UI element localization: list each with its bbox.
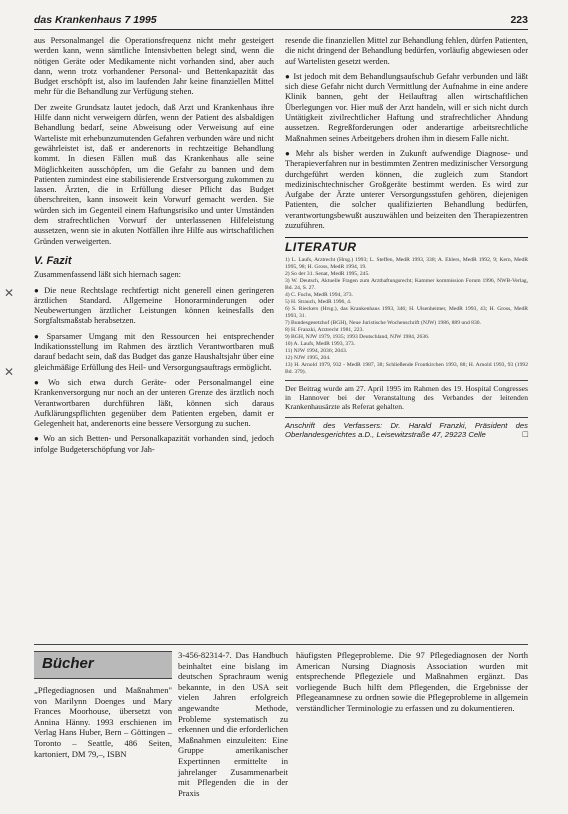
reference-item: 11) NJW 1994, 2036; 2043.: [285, 347, 348, 354]
author-address-text: Anschrift des Verfassers: Dr. Harald Franzki, Präsident des Oberlandesgerichtes a.D., Leisewitzstraße 47, 29223 Celle: [285, 420, 528, 440]
book-review-text: häufigsten Pflegeprobleme. Die 97 Pflegediagnosen der North American Nursing Diagnosis Association wurden mit entsprechende Pflegeziele und Maßnahmen ergänzt. Das vorliegende Buch hilft dem Pflegenden, die Ergebnisse der Pflegeanamnese zu ordnen sowie die Pflegeprobleme in allgemein verständlicher Terminologie zu erfassen und zu dokumentieren.: [296, 650, 528, 713]
bullet-item: ● Sparsamer Umgang mit den Ressourcen hei entsprechender Indikationsstellung im Rahmen des ärztlich Verantwortbaren muß darauf bedacht sein, daß das Budget das ganze Haushaltsjahr über eine gleichmäßige Erfüllung des Heil- und Versorgungsauftrags ermöglicht.: [34, 332, 274, 373]
bullet-item: ● Die neue Rechtslage rechtfertigt nicht generell einen geringeren ärztlichen Standard. Allgemeine Honorarminderungen oder Neubewertungen ärztlicher Leistungen können keinesfalls den Sorgfaltsmaßstab herabsetzen.: [34, 286, 274, 327]
paragraph: Der zweite Grundsatz lautet jedoch, daß Arzt und Krankenhaus ihre Hilfe dann nicht verweigern dürfen, wenn der Patient des alsbaldigen Behandlung bedarf, seine Abweisung oder Verweisung auf eine Warteliste mit erhebunzumutenden Gefahren verbunden wäre und nicht gewährleistet ist, daß er anderenorts in rechtzeitige Behandlung kommt. In diesen Fällen muß das Krankenhaus alle seine Möglichkeiten ausschöpfen, um die Gefahr zu bannen und dem Patienten zumindest eine stabilisierende Erstversorgung zukommen zu lassen. Ärzten, die in Erfüllung dieser Pflicht das Budget überschreiten, kann insoweit kein Vorwurf gemacht werden. Sie würden sich im Gegenteil einem Haftungsrisiko und unter Umständen dem strafrechtlichen Vorwurf der unterlassenen Hilfeleistung aussetzen, wenn sie in akuten Notfällen ihre Hilfe aus wirtschaftlichen Gründen verweigerten.: [34, 102, 274, 246]
reference-item: 8) H. Franzki, Arztrecht 1981, 223.: [285, 326, 364, 333]
right-column: [285, 36, 528, 440]
journal-header: das Krankenhaus 7 1995: [34, 14, 157, 26]
paragraph: Zusammenfassend läßt sich hiernach sagen:: [34, 270, 181, 280]
end-of-article-mark: □: [522, 429, 528, 440]
book-review-column: [34, 685, 172, 759]
reference-item: 12) NJW 1995, 204.: [285, 354, 331, 361]
scan-edge-mark: ✕: [4, 286, 15, 300]
reference-item: 13) H. Arnold 1979, 932 - MedR 1987, 38; Schließende Frontkirchen 1993, 88; H. Arnold 1993, 93 (1992 Bd. 379).: [285, 361, 528, 375]
reference-item: 7) Bundesgesetzhof (BGH), Neue Juristische Wochenschrift (NJW) 1986, 889 und 830.: [285, 319, 481, 326]
books-heading-box: [34, 651, 172, 679]
bullet-item: ● Ist jedoch mit dem Behandlungsaufschub Gefahr verbunden und läßt sich diese Gefahr nicht durch Vermittlung der Aufnahme in eine andere Klinik bannen, geht der Heilauftrag allen wirtschaftlichen Überlegungen vor. Hier muß der Arzt handeln, will er sich nicht durch Untätigkeit zivilrechtlicher Haftung und strafrechtlicher Ahndung aussetzen. Regreßforderungen oder anderartige arbeitsrechtliche Maßnahmen seines Arbeitgebers drohen ihm in diesem Falle nicht.: [285, 72, 528, 144]
reference-item: 9) BGH, NJW 1979, 1935; 1993 Deutschland, NJW 1984, 2636.: [285, 333, 430, 340]
author-address: [285, 417, 528, 440]
literature-heading: LITERATUR: [285, 237, 528, 252]
section-heading: V. Fazit: [34, 254, 72, 267]
scan-edge-mark: ✕: [4, 365, 15, 379]
header-rule: [34, 29, 528, 30]
book-review-text: „Pflegediagnosen und Maßnahmen" von Marilynn Doenges und Mary Frances Moorhouse, übersetzt von Annina Hänny. 1993 erschienen im Verlag Hans Huber, Bern – Göttingen – Toronto – Seattle, 486 Seiten, kartoniert, DM 79,–, ISBN: [34, 685, 172, 759]
paragraph: aus Personalmangel die Operationsfrequenz nicht mehr gesteigert werden kann, wenn sämtliche Intensivbetten belegt sind, wenn die nötigen Geräte oder Medikamente nicht vorhanden sind, aber auch dann, wenn trotz vorhandener Personal- und Bettenkapazität das Budget erschöpft ist, also im laufenden Jahr keine finanziellen Mittel mehr für die Behandlung zur Verfügung stehen.: [34, 36, 274, 97]
reference-item: 4) C. Fuchs, MedR 1994, 373.: [285, 291, 353, 298]
reference-item: 1) L. Laufs, Arztrecht (Hrsg.) 1993; L. Steffen, MedR 1993, 338; A. Ehlers, MedR 1992, 9; Kern, MedR 1995, 98; H. Gross, MedR 1994, 19.: [285, 256, 528, 270]
bullet-item: ● Mehr als bisher werden in Zukunft aufwendige Diagnose- und Therapieverfahren nur in bestimmten Zentren medizinischer Versorgung durchgeführt werden können, die zugleich zum Standort medizinischtechnischer Großgeräte bestimmt werden. Es wird zur Aufgabe der Ärzte unterer Versorgungsstufen gehören, diejenigen Patienten, die solcher qualifizierten Behandlung bedürfen, verantwortungsbewußt auszuwählen und beizeiten den Therapiezentren zuzuführen.: [285, 149, 528, 231]
reference-item: 10) A. Laufs, MedR 1993, 373.: [285, 340, 356, 347]
lecture-note: Der Beitrag wurde am 27. April 1995 im Rahmen des 19. Hospital Congresses in Hannover bei der Veranstaltung des Verbandes der leitenden Krankenhausärzte als Referat gehalten.: [285, 380, 528, 411]
book-review-text: 3-456-82314-7. Das Handbuch beinhaltet eine bislang im deutschen Sprachraum wenig bekannte, in den USA seit vielen Jahren erfolgreich angewandte Methode, Probleme systematisch zu erkennen und die erforderlichen Maßnahmen einzuleiten: Eine Gruppe amerikanischer Expertinnen ermittelte in jahrelanger Zusammenarbeit mit Pflegenden die in der Praxis: [178, 650, 288, 798]
reference-item: 5) H. Strauch, MedR 1996, 4.: [285, 298, 352, 305]
reference-item: 2) So der 31. Senat, MedR 1995, 245.: [285, 270, 370, 277]
books-heading: Bücher: [42, 655, 94, 672]
page-number: 223: [510, 14, 528, 26]
bullet-item: ● Wo sich etwa durch Geräte- oder Personalmangel eine Krankenversorgung nur noch an der unteren Grenze des ärztlich noch Verantwortbaren durchführen läßt, können sich daraus Aufklärungspflichten gegenüber dem Patienten ergeben, damit er Gelegenheit hat, anderenorts eine bessere Versorgung zu suchen.: [34, 378, 274, 429]
reference-list: [285, 257, 528, 376]
section-divider: [34, 644, 528, 645]
left-column: [34, 36, 274, 460]
paragraph: resende die finanziellen Mittel zur Behandlung fehlen, dürfen Patienten, die nicht dringend der Behandlung bedürfen, vorläufig abgewiesen oder auf Wartelisten gesetzt werden.: [285, 36, 528, 66]
reference-item: 6) S. Rieckers (Hrsg.), das Krankenhaus 1993, 346; H. Ulsenheimer, MedR 1993, 43; H. Gross, MedR 1993, 31.: [285, 305, 528, 319]
reference-item: 3) W. Deutsch, Aktuelle Fragen zum Arzthaftungsrecht; Kammer kommission Forum 1996, NWB-Verlag, Bd. 24, S. 27.: [285, 277, 528, 291]
book-review-column: [178, 650, 288, 798]
book-review-column: [296, 650, 528, 714]
bullet-item: ● Wo an sich Betten- und Personalkapazität vorhanden sind, jedoch infolge Budgeterschöpfung vor Jah-: [34, 434, 274, 455]
